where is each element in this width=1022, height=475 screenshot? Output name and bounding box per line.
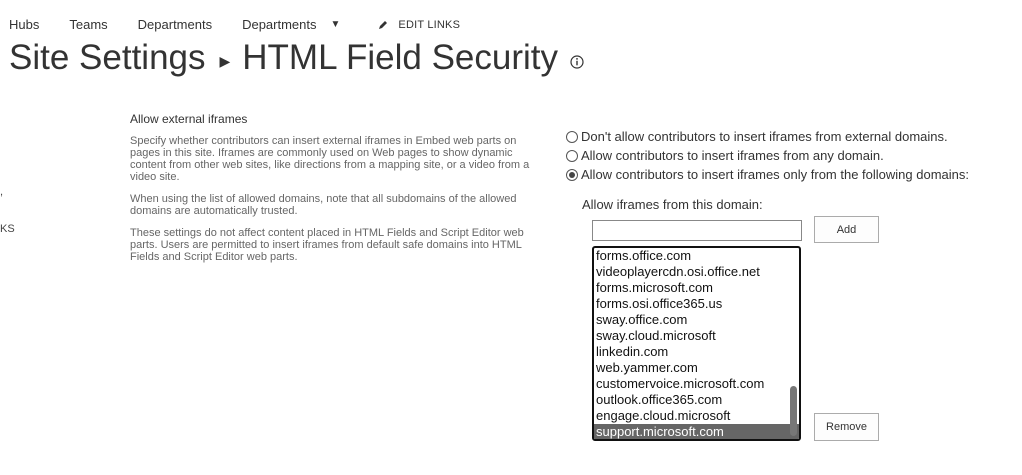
top-navigation [9, 17, 460, 32]
description-paragraph-1: Specify whether contributors can insert external iframes in Embed web parts on pages in this site. Iframes are commonly used on Web pages to show dynamic content from other web sites, like directions from a mapping site, or a video from a video site. [130, 135, 530, 183]
domain-list-item[interactable]: outlook.office365.com [596, 392, 723, 407]
domain-list-item[interactable]: videoplayercdn.osi.office.net [596, 264, 760, 279]
scrollbar-thumb[interactable] [790, 386, 797, 436]
domain-list-item[interactable]: forms.office.com [596, 248, 692, 263]
info-circle-icon[interactable] [570, 55, 584, 69]
add-button[interactable]: Add [814, 216, 879, 243]
domain-list-item[interactable]: customervoice.microsoft.com [596, 376, 765, 391]
domain-list-item[interactable]: support.microsoft.com [594, 424, 799, 440]
triangle-right-icon: ▶ [219, 52, 231, 69]
allowed-domains-list[interactable] [592, 246, 801, 441]
domain-list-item[interactable]: sway.office.com [596, 312, 688, 327]
section-heading: Allow external iframes [130, 112, 248, 126]
nav-link-hubs[interactable]: Hubs [9, 17, 40, 32]
domain-list-item[interactable]: sway.cloud.microsoft [596, 328, 716, 343]
option-allow-any[interactable] [566, 146, 969, 165]
nav-link-departments[interactable]: Departments [137, 17, 213, 32]
caret-down-icon: ▼ [330, 19, 341, 30]
domain-list-item[interactable]: web.yammer.com [596, 360, 698, 375]
domain-list-item[interactable]: linkedin.com [596, 344, 669, 359]
option-label: Allow contributors to insert iframes only from the following domains: [581, 167, 969, 182]
option-allow-listed[interactable] [566, 165, 969, 184]
option-label: Don't allow contributors to insert iframes from external domains. [581, 129, 948, 144]
edit-links-button[interactable] [378, 19, 460, 31]
radio-button[interactable] [566, 131, 578, 143]
domain-list-item[interactable]: forms.microsoft.com [596, 280, 714, 295]
radio-button[interactable] [566, 169, 578, 181]
breadcrumb-current: HTML Field Security [242, 38, 558, 77]
nav-dropdown-label: Departments [242, 17, 317, 32]
remove-button[interactable]: Remove [814, 413, 879, 441]
breadcrumb-site-settings[interactable]: Site Settings [9, 38, 206, 77]
left-nav-cut-text[interactable]: KS [0, 223, 15, 235]
domain-list-item[interactable]: forms.osi.office365.us [596, 296, 723, 311]
domain-input-label: Allow iframes from this domain: [582, 197, 763, 212]
option-label: Allow contributors to insert iframes from any domain. [581, 148, 884, 163]
pencil-icon [378, 20, 388, 30]
radio-button[interactable] [566, 150, 578, 162]
description-paragraph-3: These settings do not affect content placed in HTML Fields and Script Editor web parts. Users are permitted to insert iframes from default safe domains into HTML Fields and Script Editor web parts. [130, 227, 524, 263]
page-title [9, 38, 584, 78]
option-dont-allow[interactable] [566, 127, 969, 146]
edit-links-label: EDIT LINKS [398, 18, 461, 31]
left-edge-mark: , [0, 186, 4, 198]
nav-link-teams[interactable]: Teams [69, 17, 108, 32]
section-description [130, 112, 535, 273]
description-paragraph-2: When using the list of allowed domains, note that all subdomains of the allowed domains are automatically trusted. [130, 193, 517, 217]
nav-dropdown-departments[interactable] [242, 17, 340, 32]
iframe-options [566, 127, 969, 184]
domain-input[interactable] [592, 220, 802, 241]
domain-list-item[interactable]: engage.cloud.microsoft [596, 408, 731, 423]
